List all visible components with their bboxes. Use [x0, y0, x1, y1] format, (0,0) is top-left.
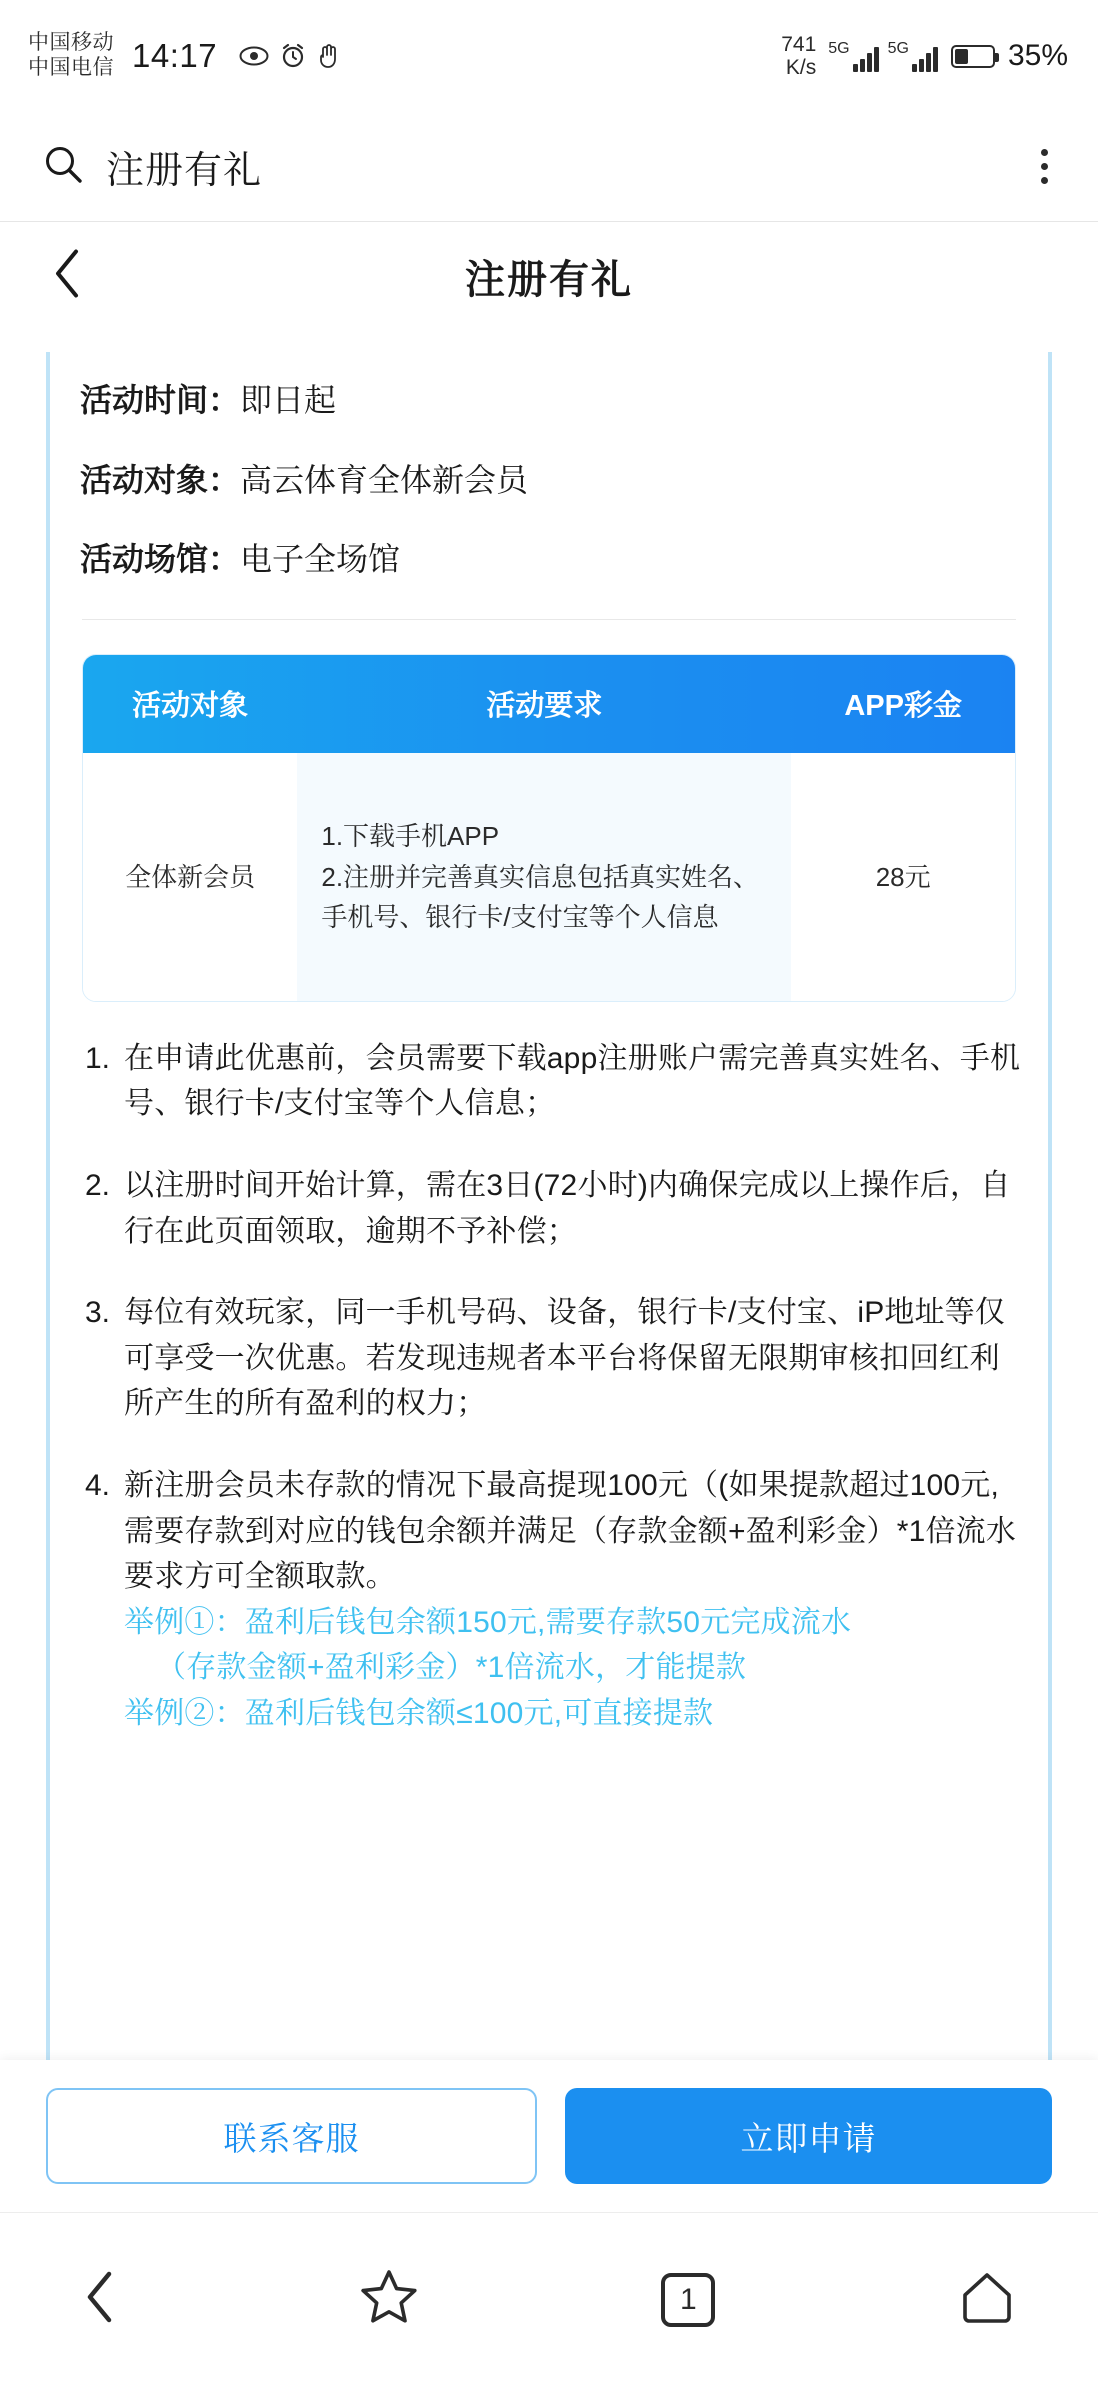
nav-back-button[interactable] [64, 2257, 134, 2342]
status-time: 14:17 [132, 37, 218, 74]
term-text-3: 每位有效玩家，同一手机号码、设备，银行卡/支付宝、iP地址等仅可享受一次优惠。若发现违规者本平台将保留无限期审核扣回红利所产生的所有盈利的权力； [124, 1296, 1006, 1421]
nav-favorite-button[interactable] [341, 2256, 437, 2343]
network-speed-unit: K/s [785, 56, 817, 79]
battery-icon [951, 45, 995, 68]
term-4-highlight-2: （存款金额+盈利彩金）*1倍流水，才能提款 [156, 1651, 747, 1685]
hand-icon [317, 43, 341, 69]
network-speed-value: 741 [781, 32, 817, 56]
battery-percent-label: 35% [1007, 39, 1068, 72]
info-row-target [68, 460, 1030, 502]
info-row-time [68, 352, 1030, 422]
signal-1 [828, 40, 878, 72]
reward-table [82, 654, 1016, 1002]
browser-title: 注册有礼 [106, 150, 263, 192]
search-icon[interactable] [42, 143, 84, 190]
alarm-icon [280, 43, 306, 69]
info-value-time: 即日起 [240, 382, 337, 418]
signal-bars-icon [853, 46, 879, 72]
signal-2 [888, 40, 938, 72]
promotion-card [46, 352, 1052, 2100]
list-item [74, 1463, 1024, 1737]
requirement-line-2: 2.注册并完善真实信息包括真实姓名、手机号、银行卡/支付宝等个人信息 [321, 861, 760, 932]
table-cell-target: 全体新会员 [125, 861, 256, 892]
status-indicator-icons [239, 43, 341, 69]
table-header-row [83, 655, 1015, 753]
carrier-2-label: 中国电信 [28, 56, 114, 79]
tab-count-badge: 1 [661, 2273, 715, 2327]
page-title: 注册有礼 [465, 257, 633, 302]
signal-2-label: 5G [887, 40, 909, 57]
nav-home-button[interactable] [940, 2257, 1034, 2342]
home-icon [958, 2269, 1016, 2330]
carrier-1-label: 中国移动 [28, 31, 114, 55]
requirement-line-1: 1.下载手机APP [321, 821, 500, 852]
eye-icon [239, 45, 269, 67]
signal-1-label: 5G [828, 40, 850, 57]
status-bar [0, 0, 1098, 112]
term-number-4: 4. [84, 1468, 110, 1502]
table-header-bonus: APP彩金 [844, 690, 962, 723]
table-header-requirement: 活动要求 [486, 690, 603, 723]
table-row [83, 753, 1015, 1001]
section-divider [82, 619, 1016, 620]
info-label-target: 活动对象： [80, 461, 241, 498]
info-label-venue: 活动场馆： [80, 541, 241, 578]
content-scroll-area[interactable] [0, 352, 1098, 2100]
term-number-2: 2. [84, 1168, 110, 1202]
status-bar-right [781, 33, 1068, 79]
more-vertical-icon[interactable] [1027, 139, 1062, 194]
chevron-left-icon [82, 2269, 116, 2330]
term-text-4: 新注册会员未存款的情况下最高提现100元（(如果提款超过100元,需要存款到对应的钱包余额并满足（存款金额+盈利彩金）*1倍流水要求方可全额取款。 [124, 1468, 1017, 1594]
term-4-highlight-1: 举例①：盈利后钱包余额150元,需要存款50元完成流水 [124, 1605, 852, 1639]
info-value-target: 高云体育全体新会员 [240, 461, 529, 498]
apply-now-button[interactable]: 立即申请 [565, 2088, 1052, 2184]
chevron-left-icon[interactable] [36, 240, 98, 313]
star-icon [359, 2268, 419, 2331]
term-text-2: 以注册时间开始计算，需在3日(72小时)内确保完成以上操作后，自行在此页面领取，逾期不予补偿； [124, 1168, 1011, 1248]
table-cell-bonus: 28元 [875, 861, 931, 892]
nav-tabs-button[interactable] [643, 2261, 733, 2339]
status-bar-left [28, 31, 341, 81]
list-item [74, 1290, 1024, 1427]
table-cell-requirement [297, 753, 791, 1001]
info-label-time: 活动时间： [80, 382, 241, 418]
browser-top-bar [0, 112, 1098, 222]
term-number-3: 3. [84, 1296, 110, 1330]
info-row-venue [68, 539, 1030, 581]
contact-support-button[interactable]: 联系客服 [46, 2088, 537, 2184]
page-header [0, 222, 1098, 330]
signal-bars-icon-2 [912, 46, 938, 72]
list-item [74, 1163, 1024, 1254]
term-4-highlight-3: 举例②：盈利后钱包余额≤100元,可直接提款 [124, 1696, 714, 1730]
browser-bottom-nav [0, 2212, 1098, 2400]
term-text-4-wrapper [124, 1463, 1024, 1737]
term-text-1: 在申请此优惠前，会员需要下载app注册账户需完善真实姓名、手机号、银行卡/支付宝等个人信息； [124, 1041, 1021, 1121]
action-bar [0, 2060, 1098, 2212]
term-number-1: 1. [84, 1041, 110, 1075]
carrier-labels [28, 31, 114, 81]
terms-list [74, 1036, 1024, 1737]
table-header-target: 活动对象 [132, 690, 249, 723]
list-item [74, 1036, 1024, 1127]
info-value-venue: 电子全场馆 [240, 541, 401, 578]
network-speed [781, 33, 816, 79]
